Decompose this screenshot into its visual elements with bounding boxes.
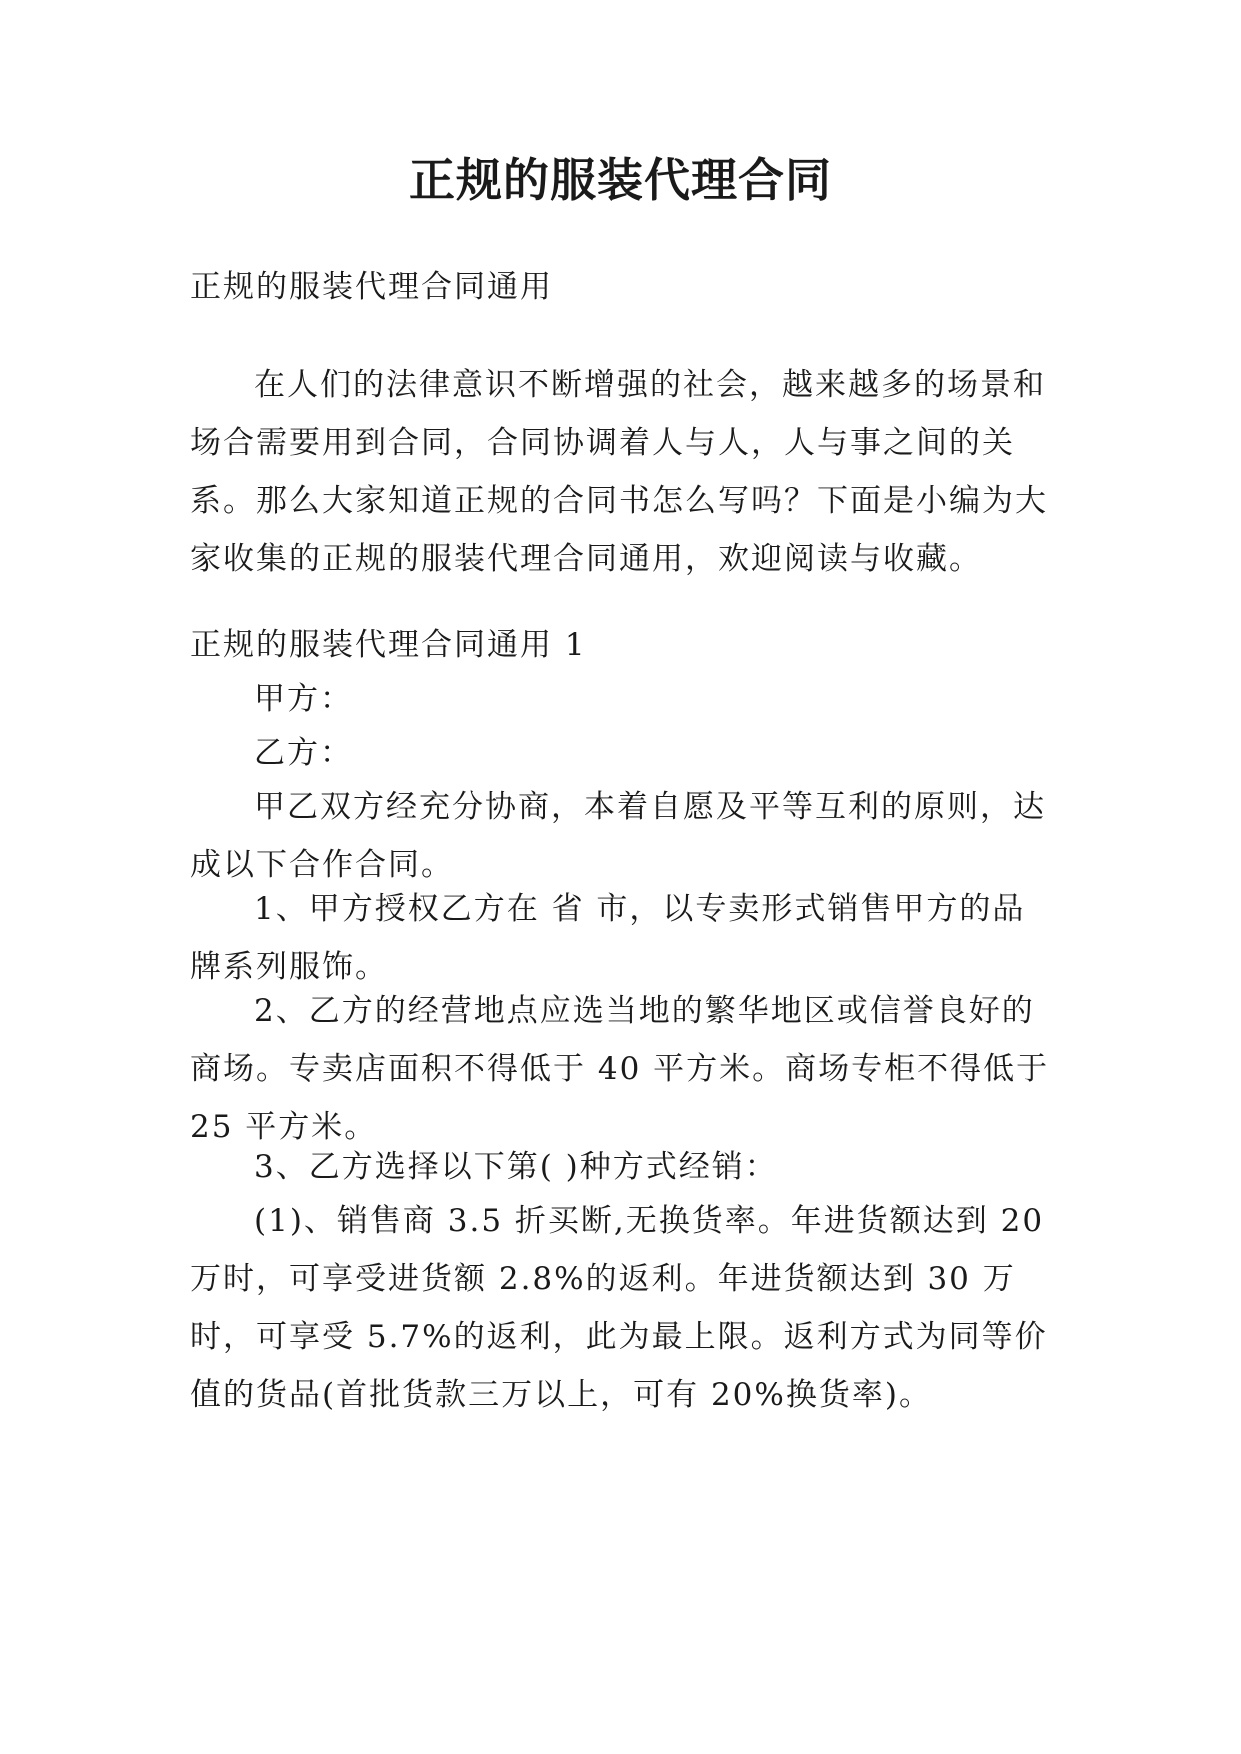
section-heading: 正规的服装代理合同通用 1: [190, 627, 587, 663]
document-title: 正规的服装代理合同: [409, 153, 832, 207]
clause-3-option-1: (1)、销售商 3.5 折买断,无换货率。年进货额达到 20 万时，可享受进货额 2.8%的返利。年进货额达到 30 万时，可享受 5.7%的返利，此为最上限。返利方式为同等价值的货品(首批货款三万以上，可有 20%换货率)。: [190, 1203, 1048, 1413]
clause-2: 2、乙方的经营地点应选当地的繁华地区或信誉良好的商场。专卖店面积不得低于 40 平方米。商场专柜不得低于 25 平方米。: [190, 993, 1050, 1145]
clause-1: 1、甲方授权乙方在 省 市，以专卖形式销售甲方的品牌系列服饰。: [190, 891, 1026, 985]
preamble-paragraph: 甲乙双方经充分协商，本着自愿及平等互利的原则，达成以下合作合同。: [190, 789, 1046, 883]
document-subtitle: 正规的服装代理合同通用: [190, 269, 553, 305]
party-b-line: 乙方：: [254, 735, 353, 771]
intro-paragraph: 在人们的法律意识不断增强的社会，越来越多的场景和场合需要用到合同，合同协调着人与人，人与事之间的关系。那么大家知道正规的合同书怎么写吗？下面是小编为大家收集的正规的服装代理合同通用，欢迎阅读与收藏。: [190, 367, 1048, 577]
party-a-line: 甲方：: [254, 681, 353, 717]
clause-3: 3、乙方选择以下第( )种方式经销：: [254, 1149, 778, 1185]
